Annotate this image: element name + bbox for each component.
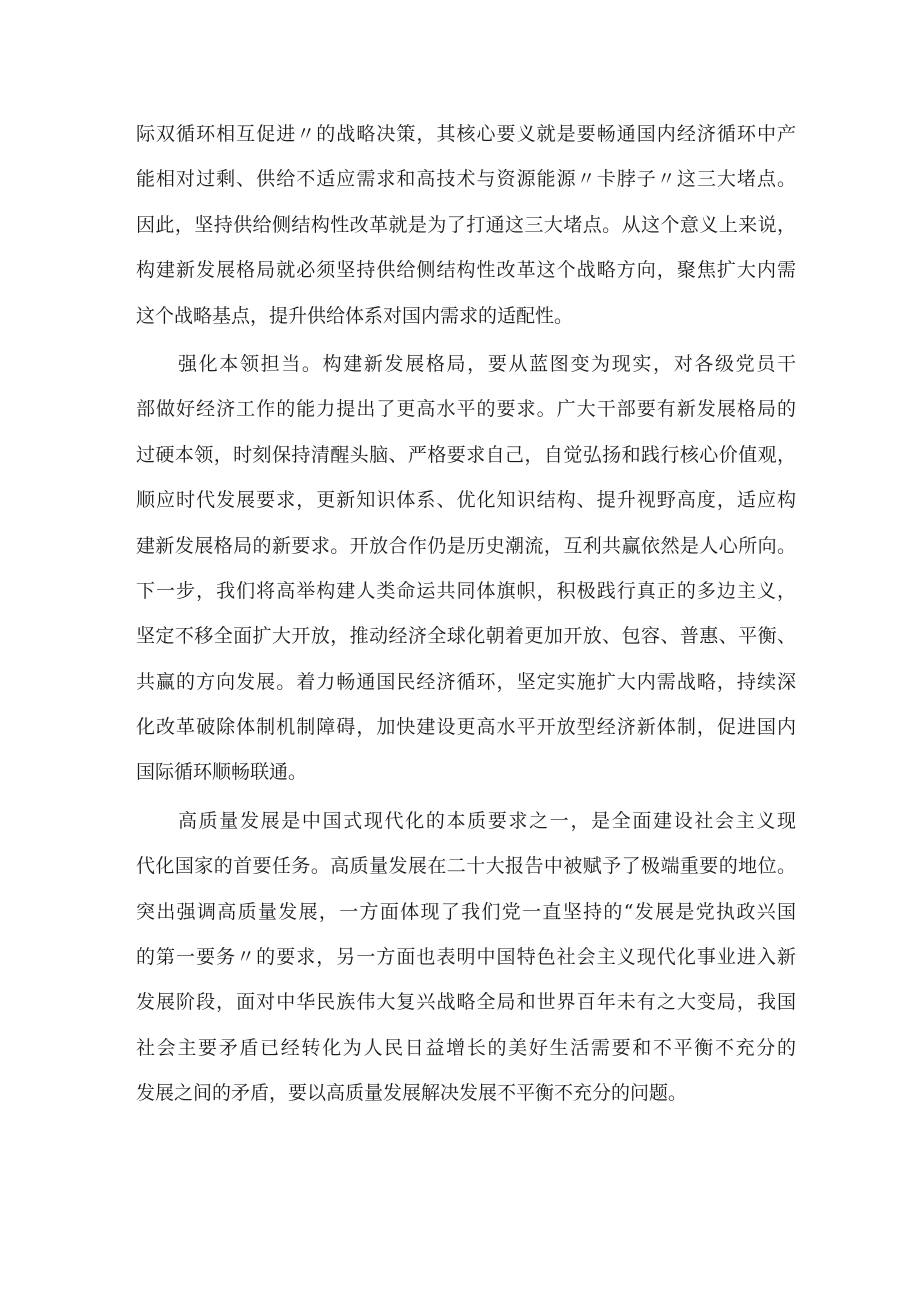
paragraph-line: 部做好经济工作的能力提出了更高水平的要求。广大干部要有新发展格局的 <box>136 398 796 421</box>
paragraph-line: 建新发展格局的新要求。开放合作仍是历史潮流，互利共赢依然是人心所向。 <box>136 534 796 557</box>
paragraph-line: 共赢的方向发展。着力畅通国民经济循环，坚定实施扩大内需战略，持续深 <box>136 670 796 693</box>
paragraph-line: 社会主要矛盾已经转化为人民日益增长的美好生活需要和不平衡不充分的 <box>136 1036 796 1059</box>
paragraph-line: 的第一要务〃的要求，另一方面也表明中国特色社会主义现代化事业进入新 <box>136 946 796 969</box>
paragraph-line: 际双循环相互促进〃的战略决策，其核心要义就是要畅通国内经济循环中产 <box>136 123 796 145</box>
paragraph-line: 发展之间的矛盾，要以高质量发展解决发展不平衡不充分的问题。 <box>136 1082 688 1105</box>
paragraph-line: 化改革破除体制机制障碍，加快建设更高水平开放型经济新体制，促进国内 <box>136 716 796 739</box>
paragraph-line: 过硬本领，时刻保持清醒头脑、严格要求自己，自觉弘扬和践行核心价值观， <box>136 443 796 466</box>
paragraph-line: 高质量发展是中国式现代化的本质要求之一，是全面建设社会主义现 <box>178 809 796 832</box>
paragraph-line: 这个战略基点，提升供给体系对国内需求的适配性。 <box>136 304 574 327</box>
paragraph-line: 突出强调高质量发展，一方面体现了我们党一直坚持的“发展是党执政兴国 <box>136 900 796 923</box>
paragraph-line: 代化国家的首要任务。高质量发展在二十大报告中被赋予了极端重要的地位。 <box>136 855 796 878</box>
document-body <box>136 112 796 1117</box>
paragraph-line: 国际循环顺畅联通。 <box>136 761 308 784</box>
paragraph-line: 强化本领担当。构建新发展格局，要从蓝图变为现实，对各级党员干 <box>178 352 796 375</box>
paragraph-2 <box>136 342 796 796</box>
paragraph-3 <box>136 799 796 1117</box>
paragraph-line: 能相对过剩、供给不适应需求和高技术与资源能源〃卡脖子〃这三大堵点。 <box>136 168 796 191</box>
paragraph-line: 顺应时代发展要求，更新知识体系、优化知识结构、提升视野高度，适应构 <box>136 489 796 512</box>
paragraph-line: 发展阶段，面对中华民族伟大复兴战略全局和世界百年未有之大变局，我国 <box>136 991 796 1014</box>
paragraph-line: 因此，坚持供给侧结构性改革就是为了打通这三大堵点。从这个意义上来说， <box>136 213 796 236</box>
paragraph-line: 下一步，我们将高举构建人类命运共同体旗帜，积极践行真正的多边主义， <box>136 579 796 602</box>
paragraph-line: 坚定不移全面扩大开放，推动经济全球化朝着更加开放、包容、普惠、平衡、 <box>136 625 796 648</box>
paragraph-line: 构建新发展格局就必须坚持供给侧结构性改革这个战略方向，聚焦扩大内需 <box>136 259 796 282</box>
paragraph-1 <box>136 112 796 339</box>
